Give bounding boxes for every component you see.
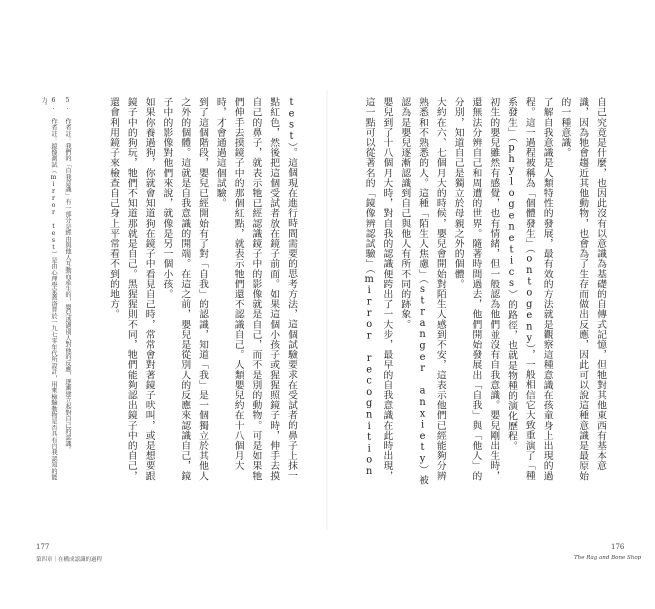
footnotes <box>26 97 72 489</box>
right-page-body: 自己究竟是什麼，也因此沒有以意識為基礎的自傳式記憶，但牠對其他東西有基本意識，因為牠會趨近其他動物，也會為了生存而做出反應，因此可以說這種意識是最原始的一種意識。 了解自我意識是人類特性的發展，最有效的方法就是觀察這種意識在孩童身上出現的過程。這一過程被稱為「個體發生」（ontogeny），一般相信它大致重演了「種系發生」（phylogenetics）的路徑，也就是物種的演化歷程。 初生的嬰兒雖然有感覺，也有情緒，但一般認為他們並沒有自我意識。嬰兒剛出生時，還無法分辨自己和周遭的世界。隨著時間過去，他們開始發展出「自我」與「他人」的分別，知道自己是獨立於母親之外的個體。 大約在六、七個月大的時候，嬰兒會開始對陌生人感到不安，這表示他們已經能夠分辨熟悉和不熟悉的人。這種「陌生人焦慮」（stranger anxiety）被認為是嬰兒逐漸認識到自己與他人有所不同的跡象。 嬰兒到了十八個月大時，對自我的認識便跨出了一大步，最早的自我意識在此時出現，這一點可以從著名的「鏡像辨認試驗」（mirror recognition <box>363 97 606 485</box>
left-page <box>0 0 327 609</box>
footnote-5: 5. 作者註：我們的「自我意識」有一部分是經由與他人互動而產生的，嬰兒透過別人對他的反應，逐漸建立起對自己的認識。 <box>64 97 71 453</box>
running-title-left: 第四章｜在構成認識的過程 <box>36 557 103 563</box>
footnote-6: 6. 作者註：鏡像測試（mirror test）是由心理學家蓋洛普於一九七零年代所設計，用來檢驗動物是否具有自我認知的能力。 <box>40 97 57 481</box>
running-title-right: The Rag and Bone Shop <box>574 555 642 561</box>
left-page-body: test）。這個現在進行時間需要的思考方法，這個試驗要求在受試者的鼻子上抹一點紅色，然後把這個受試者放在鏡子前面。如果這個小孩子或猩猩照鏡子時，伸手去摸自己的鼻子，就表示牠已經認識鏡子中的影像就是自己，而不是別的動物。可是如果牠們伸手去摸鏡子中的那個紅點，就表示牠們還不認識自己。人類嬰兒約在十八個月大時，才會通過這個試驗。 到了這個階段，嬰兒已經開始有了對「自我」的認識，知道「我」是一個獨立於其他人之外的個體。這就是自我意識的開端。在這之前，嬰兒是從別人的反應來認識自己，鏡子中的影像對他們來說，就像是另一個小孩。 如果你養過狗，你就會知道狗在鏡子中看見自己時，常常會對著鏡子吠叫，或是想要跟鏡子中的狗玩，牠們不知道那就是自己。黑猩猩則不同，牠們能夠認出鏡子中的自己，還會利用鏡子來檢查自己身上平常看不到的地方。 <box>108 97 297 481</box>
right-page <box>328 0 655 609</box>
page-number-left: 177 <box>36 543 50 551</box>
page-number-right: 176 <box>611 543 625 551</box>
